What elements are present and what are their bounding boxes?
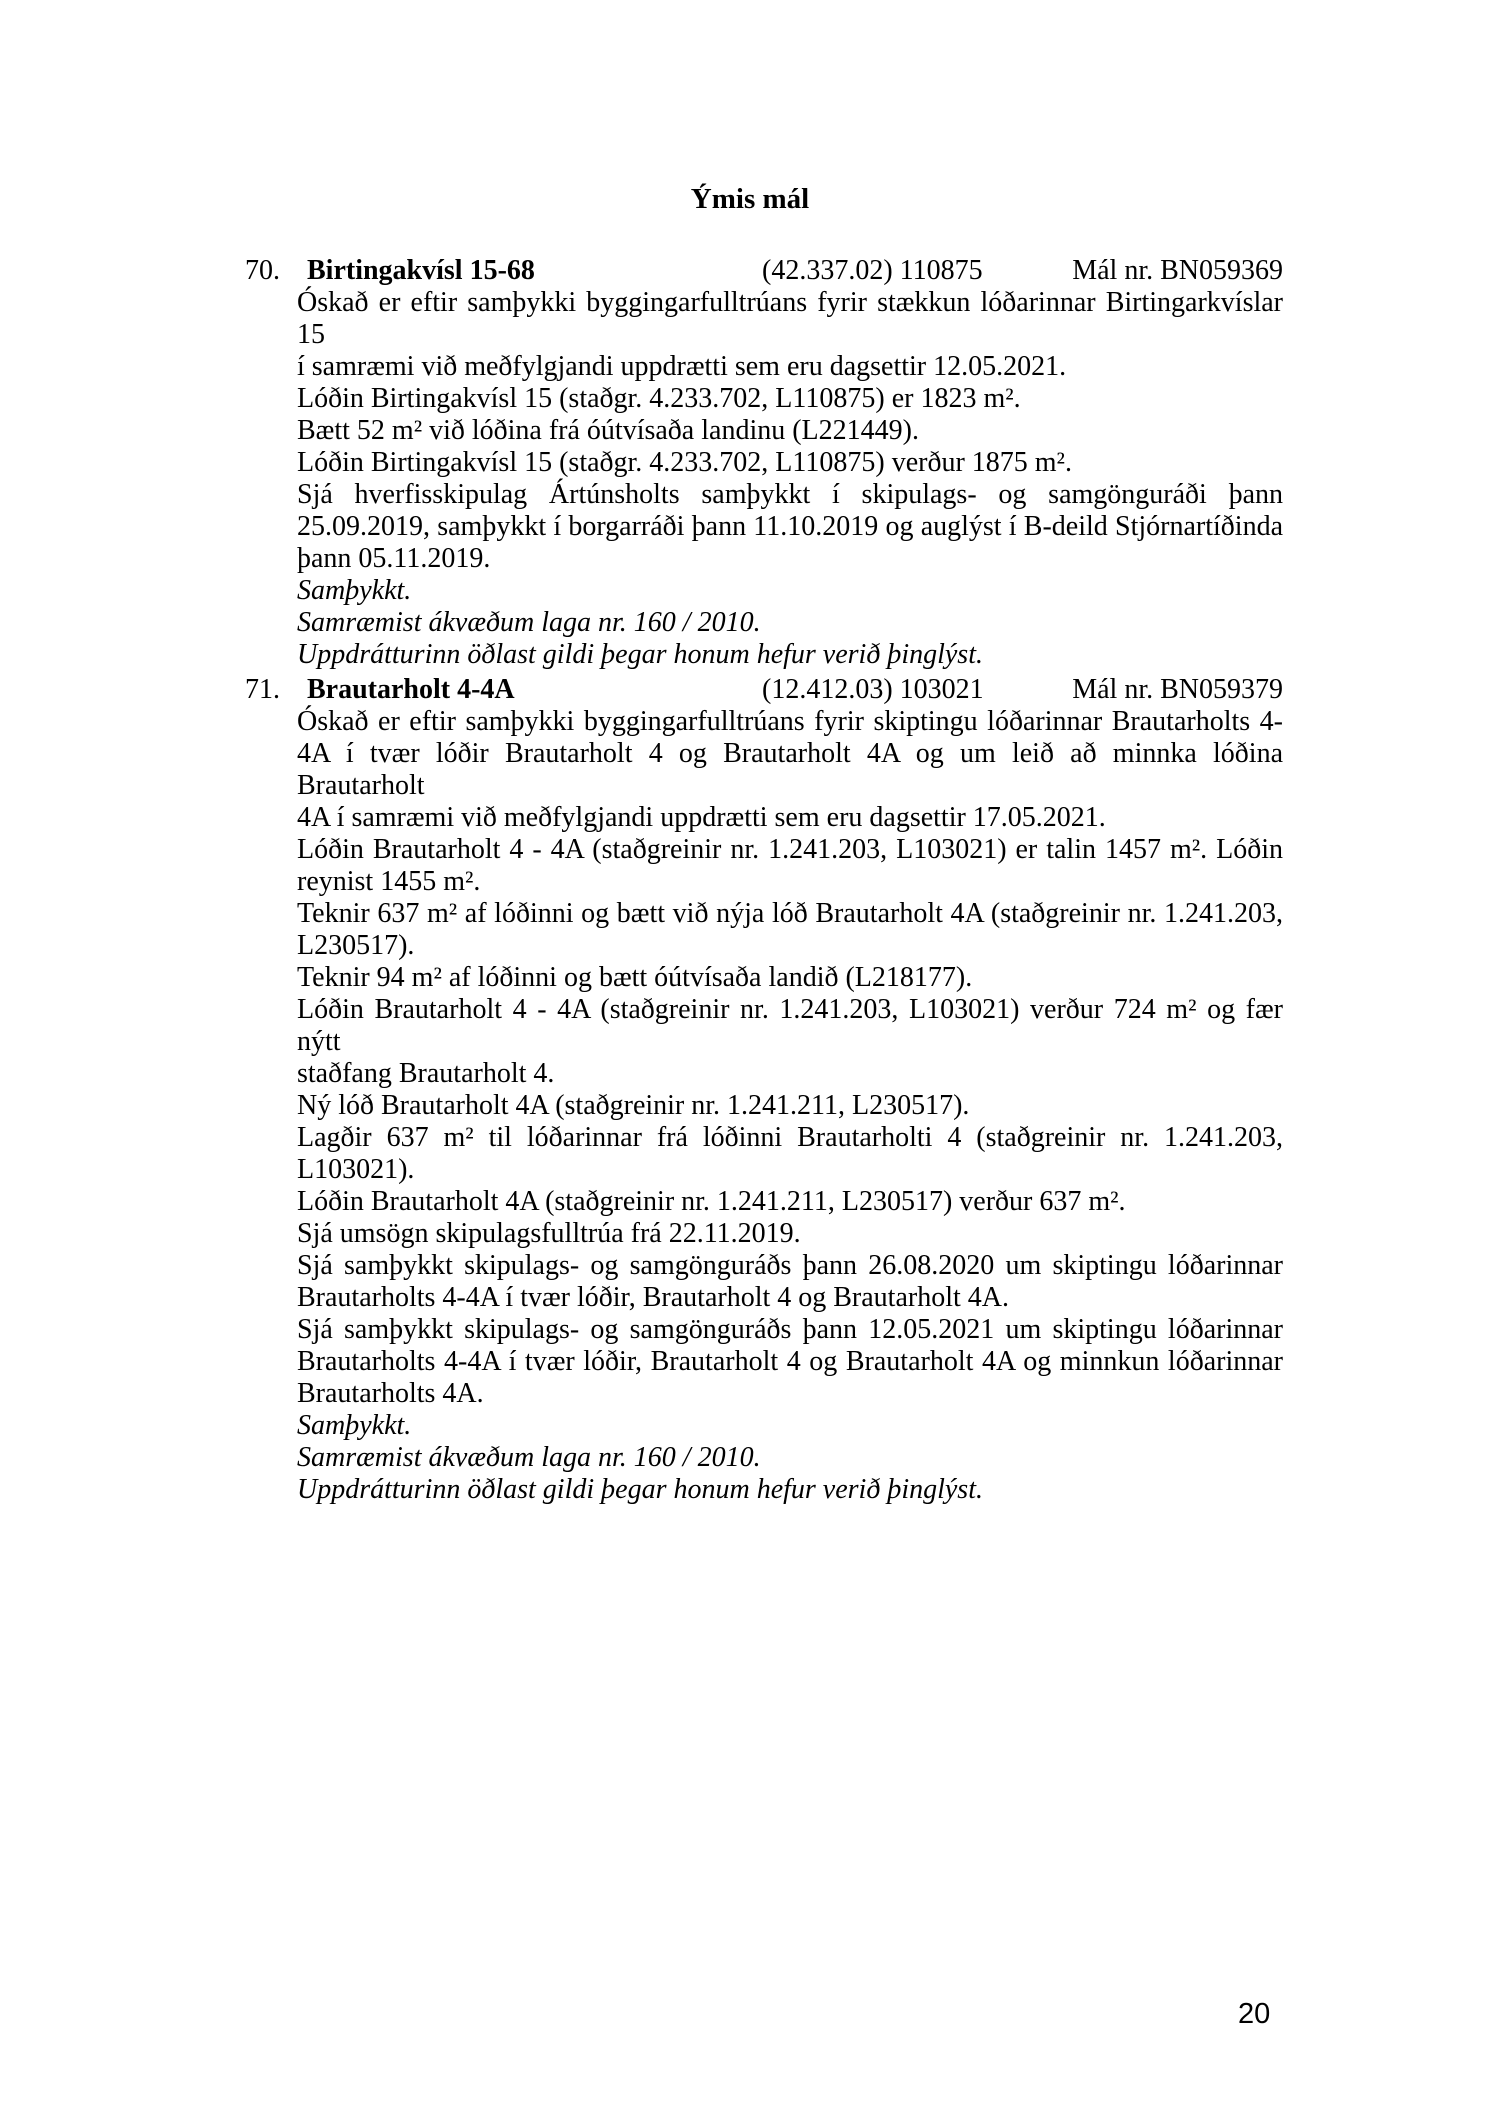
item-content xyxy=(297,674,1283,1506)
page-title: Ýmis mál xyxy=(690,183,810,215)
text-line: Brautarholts 4-4A í tvær lóðir, Brautarholt 4 og Brautarholt 4A. xyxy=(297,1282,1009,1313)
item-location-code: (12.412.03) 103021 xyxy=(762,674,984,705)
text-line: L103021). xyxy=(297,1154,415,1185)
text-line: Óskað er eftir samþykki byggingarfulltrúans fyrir stækkun lóðarinnar Birtingarkvíslar 15 xyxy=(297,287,1283,350)
item-body xyxy=(297,706,1283,1506)
item-number: 71. xyxy=(245,674,280,705)
text-line: Samræmist ákvæðum laga nr. 160 / 2010. xyxy=(297,607,761,638)
text-line: 4A í tvær lóðir Brautarholt 4 og Brautarholt 4A og um leið að minnka lóðina Brautarholt xyxy=(297,738,1283,801)
text-line: Bætt 52 m² við lóðina frá óútvísaða landinu (L221449). xyxy=(297,415,919,446)
item-header xyxy=(297,255,1283,287)
text-line: staðfang Brautarholt 4. xyxy=(297,1058,555,1089)
text-line: Lóðin Brautarholt 4 - 4A (staðgreinir nr. 1.241.203, L103021) verður 724 m² og fær nýtt xyxy=(297,994,1283,1057)
text-line: Sjá umsögn skipulagsfulltrúa frá 22.11.2019. xyxy=(297,1218,801,1249)
item-body xyxy=(297,287,1283,671)
text-line: í samræmi við meðfylgjandi uppdrætti sem eru dagsettir 12.05.2021. xyxy=(297,351,1067,382)
text-line: Brautarholts 4-4A í tvær lóðir, Brautarholt 4 og Brautarholt 4A og minnkun lóðarinnar xyxy=(297,1346,1283,1377)
text-line: reynist 1455 m². xyxy=(297,866,481,897)
text-line: Samþykkt. xyxy=(297,575,412,606)
text-line: Lagðir 637 m² til lóðarinnar frá lóðinni Brautarholti 4 (staðgreinir nr. 1.241.203, xyxy=(297,1122,1283,1153)
text-line: 4A í samræmi við meðfylgjandi uppdrætti sem eru dagsettir 17.05.2021. xyxy=(297,802,1106,833)
text-line: Samþykkt. xyxy=(297,1410,412,1441)
text-line: Lóðin Brautarholt 4 - 4A (staðgreinir nr. 1.241.203, L103021) er talin 1457 m². Lóðin xyxy=(297,834,1283,865)
text-line: Lóðin Birtingakvísl 15 (staðgr. 4.233.702, L110875) er 1823 m². xyxy=(297,383,1021,414)
text-line: L230517). xyxy=(297,930,415,961)
text-line: Teknir 637 m² af lóðinni og bætt við nýja lóð Brautarholt 4A (staðgreinir nr. 1.241.203, xyxy=(297,898,1283,929)
item-title: Birtingakvísl 15-68 xyxy=(307,255,535,286)
text-line: þann 05.11.2019. xyxy=(297,543,491,574)
agenda-item xyxy=(245,674,1283,1506)
text-line: Lóðin Birtingakvísl 15 (staðgr. 4.233.702, L110875) verður 1875 m². xyxy=(297,447,1072,478)
text-line: Ný lóð Brautarholt 4A (staðgreinir nr. 1.241.211, L230517). xyxy=(297,1090,970,1121)
text-line: Óskað er eftir samþykki byggingarfulltrúans fyrir skiptingu lóðarinnar Brautarholts 4- xyxy=(297,706,1283,737)
agenda-item xyxy=(245,255,1283,671)
item-case-ref: Mál nr. BN059369 xyxy=(1072,255,1283,286)
text-line: Lóðin Brautarholt 4A (staðgreinir nr. 1.241.211, L230517) verður 637 m². xyxy=(297,1186,1126,1217)
item-title: Brautarholt 4-4A xyxy=(307,674,515,705)
text-line: Samræmist ákvæðum laga nr. 160 / 2010. xyxy=(297,1442,761,1473)
text-line: Sjá samþykkt skipulags- og samgönguráðs þann 26.08.2020 um skiptingu lóðarinnar xyxy=(297,1250,1283,1281)
text-line: Sjá samþykkt skipulags- og samgönguráðs þann 12.05.2021 um skiptingu lóðarinnar xyxy=(297,1314,1283,1345)
item-content xyxy=(297,255,1283,671)
page-number: 20 xyxy=(1238,1998,1271,2030)
text-line: Teknir 94 m² af lóðinni og bætt óútvísaða landið (L218177). xyxy=(297,962,973,993)
item-number: 70. xyxy=(245,255,280,286)
text-line: Uppdrátturinn öðlast gildi þegar honum hefur verið þinglýst. xyxy=(297,639,983,670)
text-line: Sjá hverfisskipulag Ártúnsholts samþykkt í skipulags- og samgönguráði þann xyxy=(297,479,1283,510)
text-line: 25.09.2019, samþykkt í borgarráði þann 11.10.2019 og auglýst í B-deild Stjórnartíðinda xyxy=(297,511,1283,542)
item-location-code: (42.337.02) 110875 xyxy=(762,255,983,286)
text-line: Uppdrátturinn öðlast gildi þegar honum hefur verið þinglýst. xyxy=(297,1474,983,1505)
item-header xyxy=(297,674,1283,706)
text-line: Brautarholts 4A. xyxy=(297,1378,484,1409)
item-case-ref: Mál nr. BN059379 xyxy=(1072,674,1283,705)
